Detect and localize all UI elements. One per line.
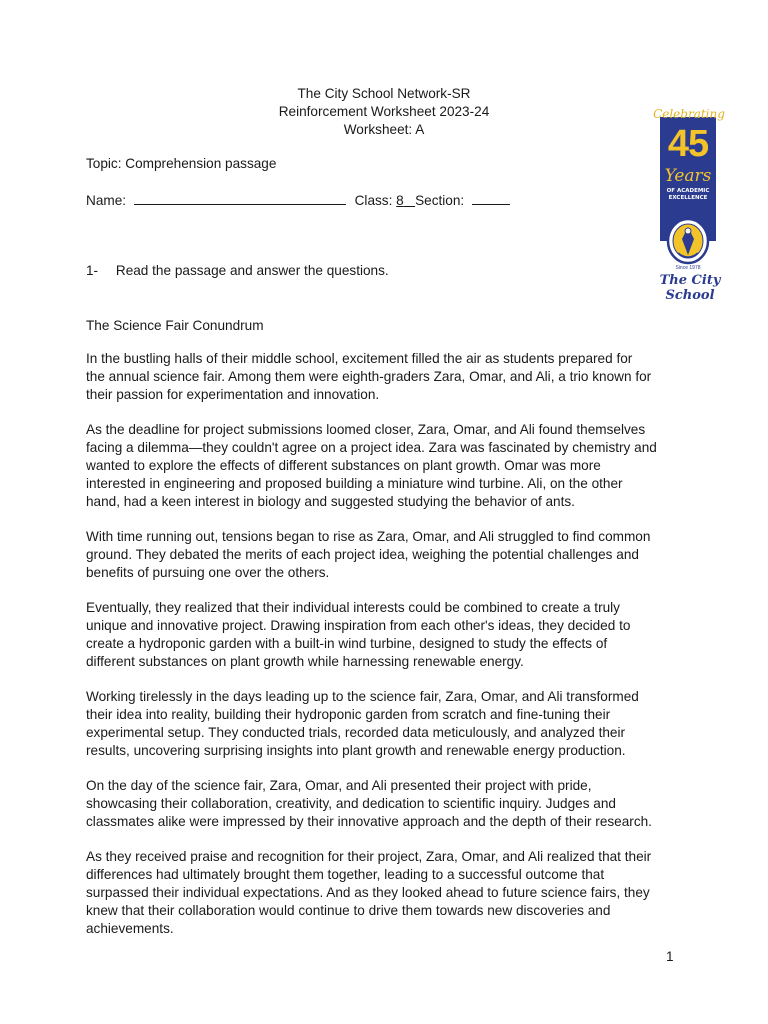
section-blank[interactable] bbox=[472, 191, 510, 205]
name-class-section-row bbox=[86, 191, 510, 210]
instruction-number: 1- bbox=[86, 263, 99, 278]
passage-paragraph: With time running out, tensions began to rise as Zara, Omar, and Ali struggled to find common ground. They debated the merits of each project idea, weighing the potential challenges and benefits of pursuing one over the others. bbox=[86, 529, 651, 580]
instruction-line bbox=[86, 262, 389, 280]
class-label: Class: bbox=[354, 193, 393, 208]
passage-paragraph: As they received praise and recognition for their project, Zara, Omar, and Ali realized that their differences had ultimately brought them together, leading to a successful outcome that surpassed their individual expectations. And as they looked ahead to future science fairs, they knew that their collaboration would continue to drive them towards new discoveries and achievements. bbox=[86, 849, 652, 936]
passage-paragraph: On the day of the science fair, Zara, Omar, and Ali presented their project with pride, showcasing their collaboration, creativity, and dedication to scientific inquiry. Judges and classmates alike were impressed by their innovative approach and the depth of their research. bbox=[86, 778, 652, 829]
name-label: Name: bbox=[86, 193, 127, 208]
passage-paragraph: As the deadline for project submissions loomed closer, Zara, Omar, and Ali found themselves facing a dilemma—they couldn't agree on a project idea. Zara was fascinated by chemistry and wanted to explore the effects of different substances on plant growth. Omar was more interested in engineering and proposed building a miniature wind turbine. Ali, on the other hand, had a keen interest in biology and suggested studying the behavior of ants. bbox=[86, 422, 657, 509]
logo-years-text: Years bbox=[664, 166, 712, 186]
logo-celebrating-text: Celebrating bbox=[653, 107, 725, 121]
worksheet-series-title: Reinforcement Worksheet 2023-24 bbox=[278, 104, 490, 119]
name-blank[interactable] bbox=[134, 191, 346, 205]
passage-paragraph: Working tirelessly in the days leading up to the science fair, Zara, Omar, and Ali transformed their idea into reality, building their hydroponic garden from scratch and fine-tuning their experimental setup. They conducted trials, recorded data meticulously, and analyzed their results, uncovering surprising insights into plant growth and renewable energy production. bbox=[86, 689, 639, 758]
passage-paragraph: Eventually, they realized that their individual interests could be combined to create a truly unique and innovative project. Drawing inspiration from each other's ideas, they decided to create a hydroponic garden with a built-in wind turbine, designed to study the effects of different substances on plant growth while harnessing renewable energy. bbox=[86, 600, 631, 669]
logo-school-name: The City School bbox=[659, 273, 721, 303]
logo-since-text: Since 1978 bbox=[675, 265, 701, 271]
class-value: 8 bbox=[396, 193, 404, 208]
city-school-45-years-logo bbox=[636, 105, 740, 303]
topic-line: Topic: Comprehension passage bbox=[86, 156, 277, 171]
passage-title: The Science Fair Conundrum bbox=[86, 318, 264, 333]
section-label: Section: bbox=[415, 193, 465, 208]
instruction-text: Read the passage and answer the questions. bbox=[115, 263, 389, 278]
passage-body bbox=[86, 350, 686, 955]
worksheet-header bbox=[200, 85, 568, 139]
logo-45-number: 45 bbox=[667, 123, 709, 165]
school-network-title: The City School Network-SR bbox=[297, 86, 471, 101]
worksheet-label: Worksheet: A bbox=[343, 122, 425, 137]
page-number: 1 bbox=[666, 949, 674, 964]
logo-excellence-text: OF ACADEMIC EXCELLENCE bbox=[666, 188, 710, 201]
passage-paragraph: In the bustling halls of their middle school, excitement filled the air as students prepared for the annual science fair. Among them were eighth-graders Zara, Omar, and Ali, a trio known for their passion for experimentation and innovation. bbox=[86, 351, 652, 402]
school-crest-icon bbox=[666, 217, 710, 265]
